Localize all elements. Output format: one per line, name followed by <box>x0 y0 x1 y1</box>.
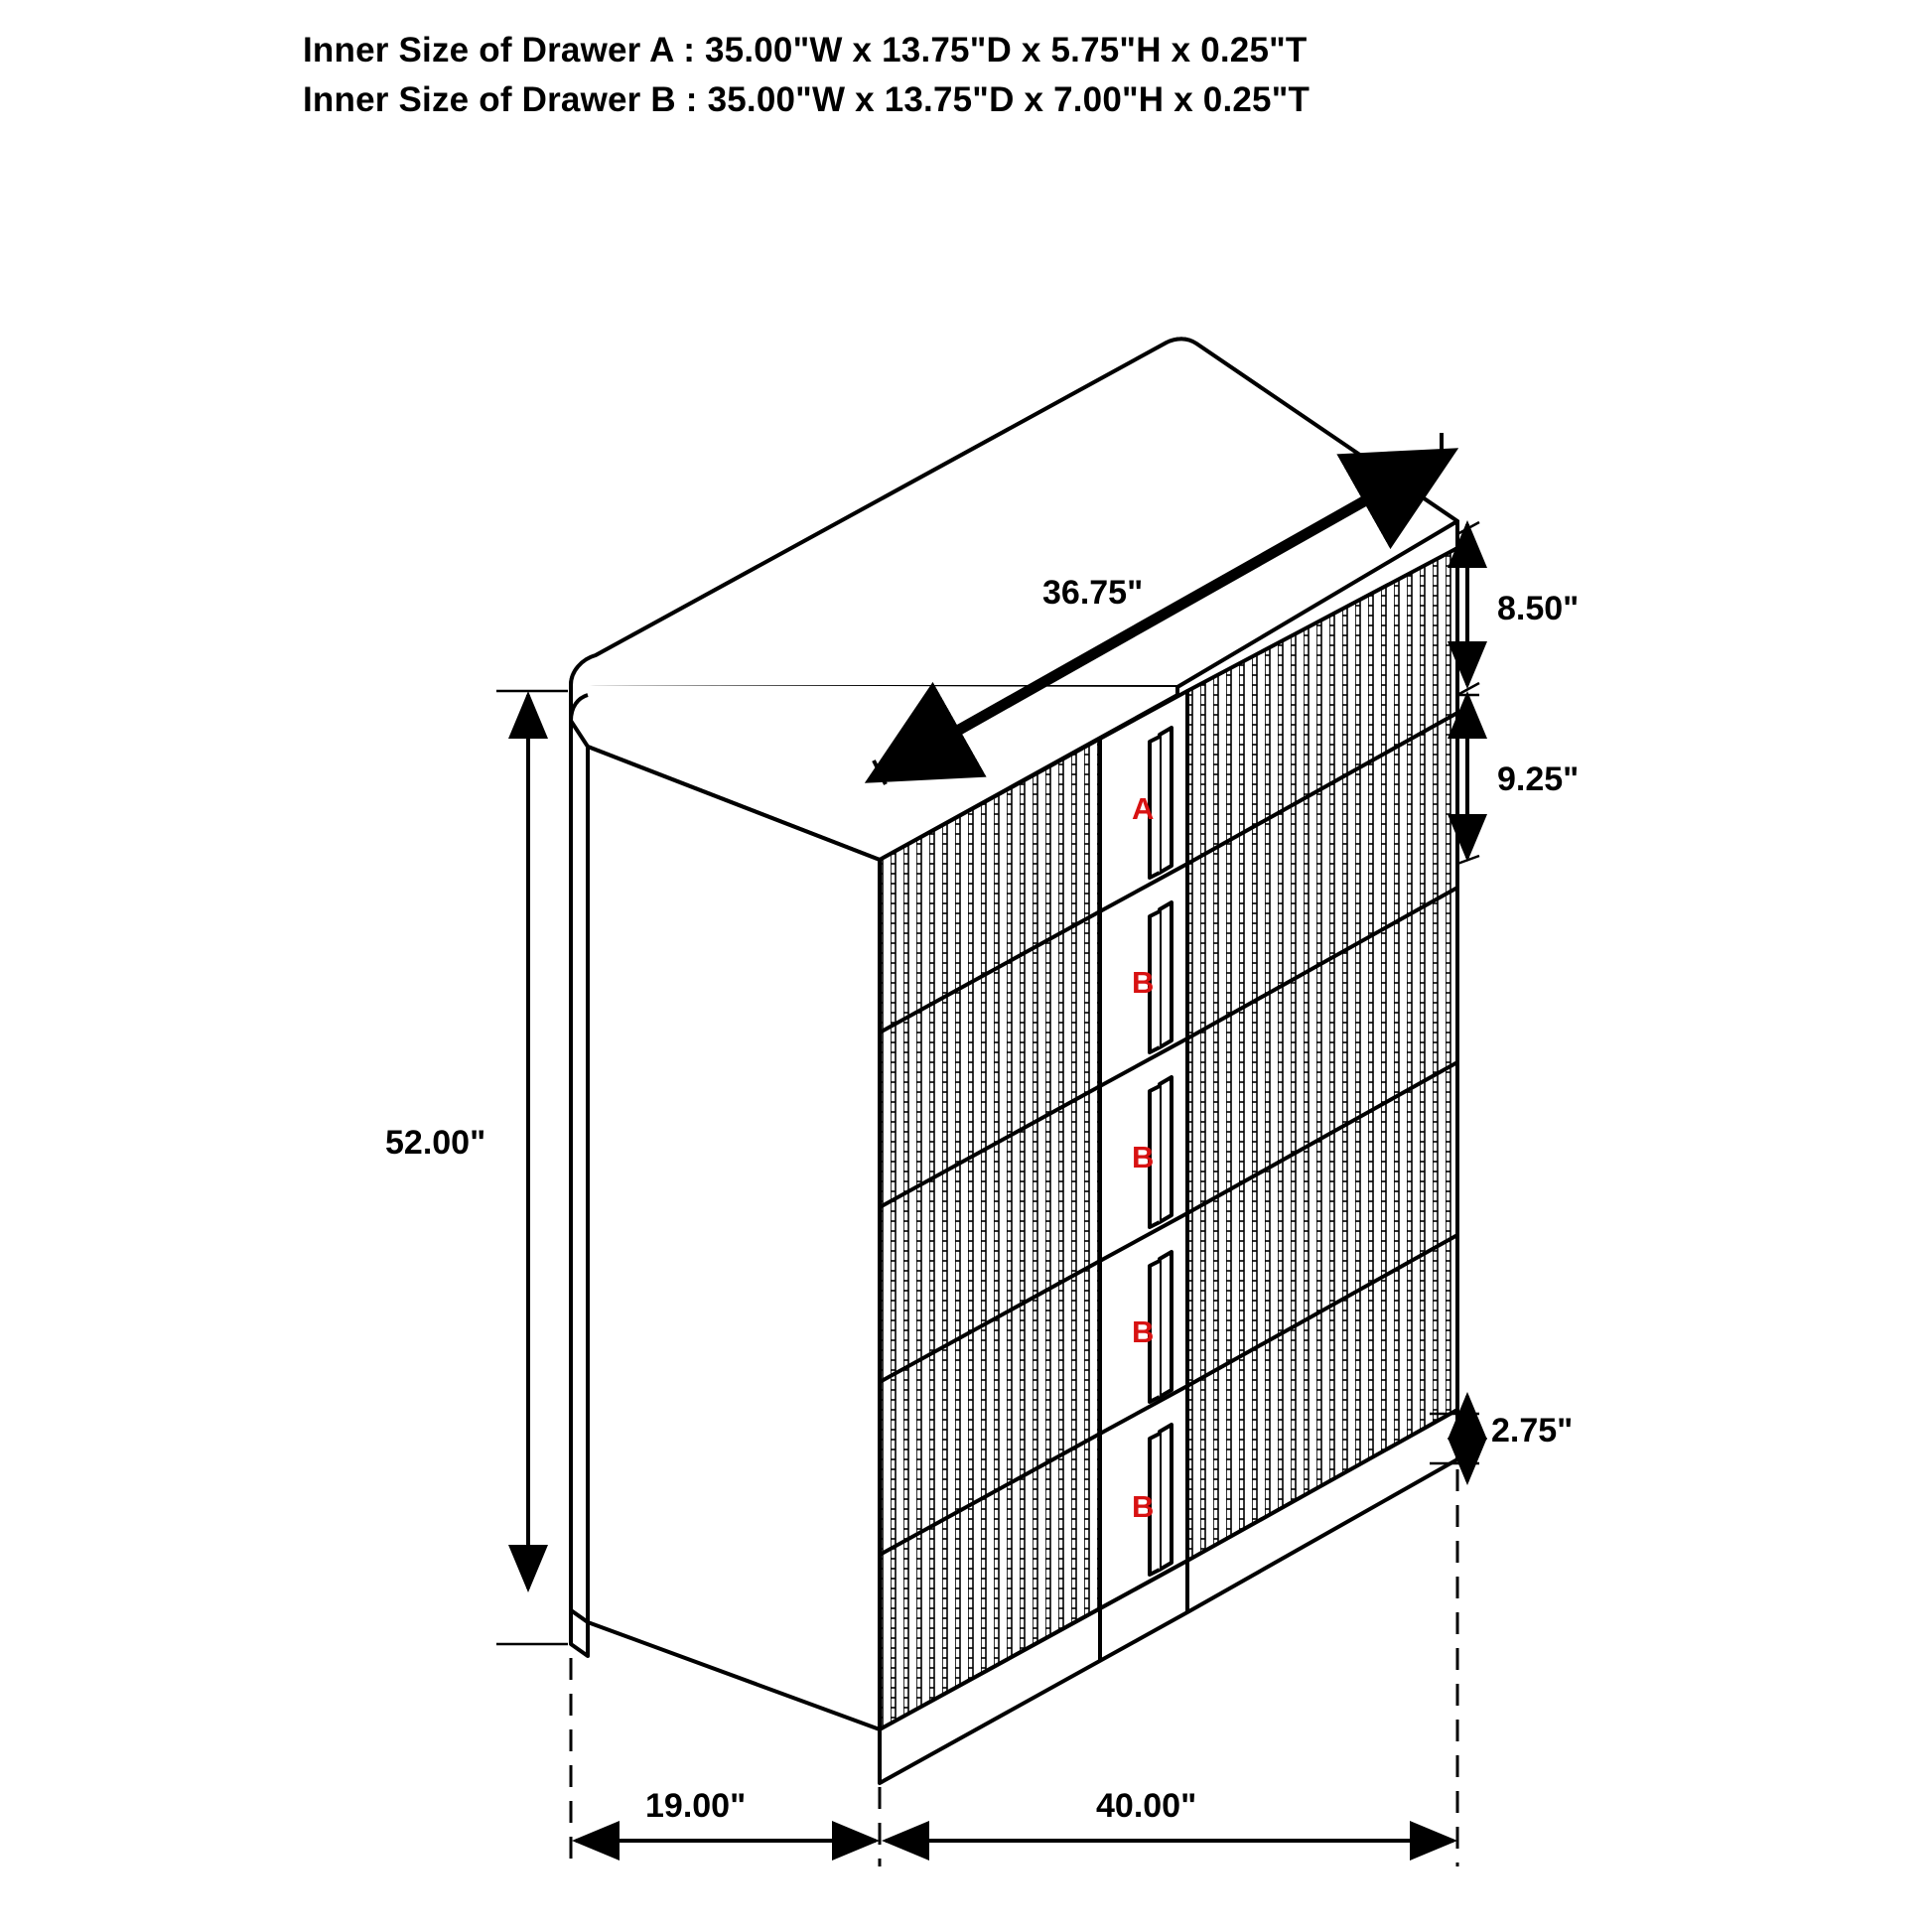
dimension-side-depth <box>576 1787 876 1841</box>
dimension-top-section <box>1457 522 1579 695</box>
drawer-label-a: A <box>1132 791 1155 826</box>
chest-left-side-panel <box>571 695 880 1729</box>
spec-line-drawer-a: Inner Size of Drawer A : 35.00"W x 13.75"D x 5.75"H x 0.25"T <box>303 31 1308 69</box>
dim-label-front-width: 40.00" <box>1096 1787 1197 1825</box>
dim-label-top-section: 8.50" <box>1497 590 1580 627</box>
chest-body <box>571 339 1457 1783</box>
drawer-front-left-bank <box>880 739 1100 1729</box>
dim-label-top-depth: 36.75" <box>1042 574 1144 612</box>
dimension-overall-height <box>385 691 568 1644</box>
dim-label-second-section: 9.25" <box>1497 760 1580 798</box>
spec-line-drawer-b: Inner Size of Drawer B : 35.00"W x 13.75"D x 7.00"H x 0.25"T <box>303 79 1311 119</box>
drawer-label-b4: B <box>1132 1489 1155 1524</box>
dim-label-side-depth: 19.00" <box>645 1787 747 1825</box>
dimension-second-section <box>1457 695 1579 864</box>
drawer-label-b1: B <box>1132 965 1155 1000</box>
drawer-label-b2: B <box>1132 1140 1155 1174</box>
drawer-label-b3: B <box>1132 1314 1155 1349</box>
drawer-front-right-bank <box>1187 548 1457 1561</box>
dim-label-base-height: 2.75" <box>1491 1412 1574 1449</box>
dimension-front-width <box>886 1787 1453 1841</box>
dim-label-overall-height: 52.00" <box>385 1124 486 1162</box>
